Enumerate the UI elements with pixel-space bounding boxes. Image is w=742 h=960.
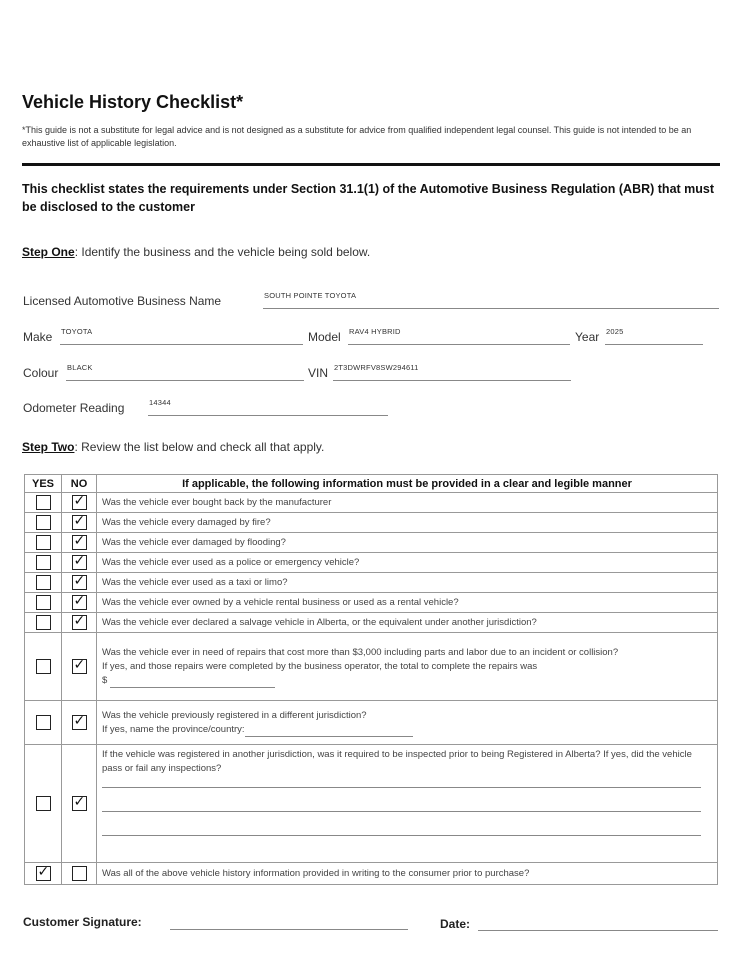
no-checkbox[interactable] [72,615,87,630]
business-name-value: SOUTH POINTE TOYOTA [264,291,357,300]
no-checkbox[interactable] [72,555,87,570]
yes-checkbox[interactable] [36,615,51,630]
step-two-text: : Review the list below and check all that apply. [74,440,325,454]
col-header-info: If applicable, the following information must be provided in a clear and legible manner [97,475,718,493]
yes-checkbox[interactable] [36,595,51,610]
question-text: Was the vehicle ever bought back by the manufacturer [97,493,718,513]
inspection-question: If the vehicle was registered in another jurisdiction, was it required to be inspected prior to being Registered in Alberta? If yes, did the vehicle pass or fail any inspections? [102,749,692,774]
year-label: Year [575,330,600,344]
inspection-notes-line[interactable] [102,824,701,836]
no-checkbox[interactable] [72,659,87,674]
step-one-text: : Identify the business and the vehicle being sold below. [74,245,371,259]
make-value: TOYOTA [61,327,93,336]
table-row [25,573,718,593]
yes-checkbox[interactable] [36,515,51,530]
no-checkbox[interactable] [72,796,87,811]
colour-value: BLACK [67,363,93,372]
vin-field[interactable] [333,363,571,381]
table-row [25,533,718,553]
model-value: RAV4 HYBRID [349,327,401,336]
year-field[interactable] [605,327,703,345]
question-text: Was all of the above vehicle history information provided in writing to the consumer prior to purchase? [97,863,718,885]
no-checkbox[interactable] [72,515,87,530]
province-country-field[interactable] [245,726,413,737]
jurisdiction-question: Was the vehicle previously registered in a different jurisdiction? [102,709,367,721]
table-row [25,513,718,533]
colour-label: Colour [23,366,59,380]
repairs-total-field[interactable] [110,677,275,688]
table-row-jurisdiction [25,701,718,745]
yes-checkbox[interactable] [36,715,51,730]
make-label: Make [23,330,53,344]
question-text: Was the vehicle ever used as a police or emergency vehicle? [97,553,718,573]
step-two-label: Step Two [22,440,75,454]
yes-checkbox[interactable] [36,575,51,590]
yes-checkbox[interactable] [36,796,51,811]
no-checkbox[interactable] [72,495,87,510]
inspection-notes-line[interactable] [102,776,701,788]
no-checkbox[interactable] [72,575,87,590]
make-field[interactable] [60,327,303,345]
no-checkbox[interactable] [72,595,87,610]
vin-value: 2T3DWRFV8SW294611 [334,363,419,372]
question-text: Was the vehicle ever declared a salvage vehicle in Alberta, or the equivalent under another jurisdiction? [97,613,718,633]
model-field[interactable] [348,327,570,345]
odometer-label: Odometer Reading [23,401,125,415]
history-checklist-table [24,474,718,885]
yes-checkbox[interactable] [36,866,51,881]
step-one-label: Step One [22,245,75,259]
step-one [22,245,370,259]
no-checkbox[interactable] [72,866,87,881]
table-row-inspection [25,745,718,863]
yes-checkbox[interactable] [36,495,51,510]
table-row [25,593,718,613]
col-header-no: NO [62,475,97,493]
question-text: Was the vehicle every damaged by fire? [97,513,718,533]
checklist-heading: This checklist states the requirements under Section 31.1(1) of the Automotive Business Regulation (ABR) that must be disclosed to the customer [22,182,715,214]
page-title: Vehicle History Checklist* [22,92,244,112]
table-row [25,493,718,513]
section-divider [22,163,720,166]
step-two [22,440,324,454]
dollar-sign: $ [102,674,108,686]
table-row [25,613,718,633]
yes-checkbox[interactable] [36,535,51,550]
date-field[interactable] [478,916,718,931]
model-label: Model [308,330,341,344]
col-header-yes: YES [25,475,62,493]
disclaimer-text: *This guide is not a substitute for legal advice and is not designed as a substitute for advice from qualified independent legal counsel. This guide is not intended to be an exhaustive list of applicable legislation. [22,125,692,148]
yes-checkbox[interactable] [36,659,51,674]
no-checkbox[interactable] [72,715,87,730]
question-text: Was the vehicle ever owned by a vehicle rental business or used as a rental vehicle? [97,593,718,613]
inspection-notes-line[interactable] [102,800,701,812]
business-name-field[interactable] [263,291,719,309]
table-row-repairs [25,633,718,701]
table-row-writing [25,863,718,885]
customer-signature-label: Customer Signature: [23,915,142,929]
customer-signature-field[interactable] [170,915,408,930]
repairs-question: Was the vehicle ever in need of repairs that cost more than $3,000 including parts and labor due to an incident or collision? [102,646,619,658]
odometer-value: 14344 [149,398,171,407]
odometer-field[interactable] [148,398,388,416]
no-checkbox[interactable] [72,535,87,550]
table-row [25,553,718,573]
date-label: Date: [440,917,471,931]
jurisdiction-followup: If yes, name the province/country: [102,723,245,735]
colour-field[interactable] [66,363,304,381]
question-text: Was the vehicle ever damaged by flooding? [97,533,718,553]
business-name-label: Licensed Automotive Business Name [23,294,222,308]
table-header-row [25,475,718,493]
question-text: Was the vehicle ever used as a taxi or limo? [97,573,718,593]
yes-checkbox[interactable] [36,555,51,570]
repairs-followup: If yes, and those repairs were completed by the business operator, the total to complete the repairs was [102,660,538,672]
vin-label: VIN [308,366,329,380]
year-value: 2025 [606,327,624,336]
